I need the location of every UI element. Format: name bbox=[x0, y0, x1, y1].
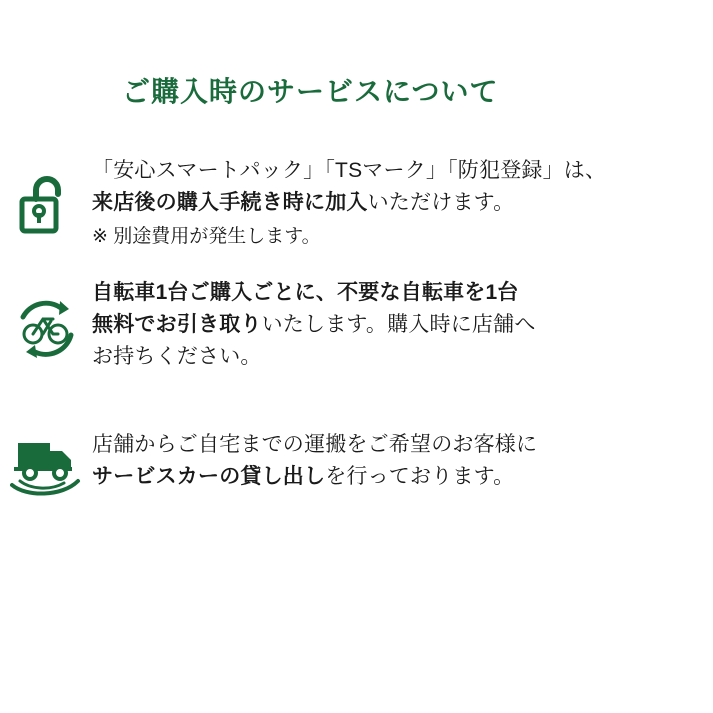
bicycle-recycle-icon bbox=[0, 277, 92, 361]
text-segment: 店舗からご自宅までの運搬をご希望のお客様に bbox=[92, 433, 538, 457]
service-line bbox=[92, 155, 689, 187]
service-list bbox=[0, 155, 713, 525]
text-segment-bold: 来店後の購入手続き時に加入 bbox=[92, 190, 368, 214]
text-segment-bold: サービスカーの貸し出し bbox=[92, 464, 326, 488]
service-item-insurance bbox=[0, 155, 713, 251]
open-padlock-icon bbox=[0, 155, 92, 235]
text-segment: 「安心スマートパック」「TSマーク」「防犯登録」は、 bbox=[92, 159, 607, 182]
text-segment: いたします。購入時に店舗へ bbox=[261, 313, 536, 337]
delivery-truck-hand-icon bbox=[0, 429, 92, 499]
service-line bbox=[92, 277, 689, 309]
text-segment: いただけます。 bbox=[367, 190, 515, 214]
service-text-delivery-car bbox=[92, 429, 713, 493]
text-segment-bold: 無料でお引き取り bbox=[92, 313, 262, 337]
service-text-bike-takeback bbox=[92, 277, 713, 373]
service-note: ※ 別途費用が発生します。 bbox=[92, 225, 321, 247]
service-line bbox=[92, 461, 689, 493]
service-line bbox=[92, 187, 689, 219]
service-text-insurance bbox=[92, 155, 713, 251]
text-segment: お持ちください。 bbox=[92, 345, 262, 369]
page-title: ご購入時のサービスについて bbox=[122, 76, 499, 107]
service-line bbox=[92, 341, 689, 373]
service-line bbox=[92, 309, 689, 341]
text-segment-bold: 自転車1台ご購入ごとに、不要な自転車を1台 bbox=[92, 281, 519, 305]
service-item-delivery-car bbox=[0, 429, 713, 499]
service-item-bike-takeback bbox=[0, 277, 713, 373]
text-segment: を行っております。 bbox=[325, 464, 515, 488]
service-line bbox=[92, 429, 689, 461]
